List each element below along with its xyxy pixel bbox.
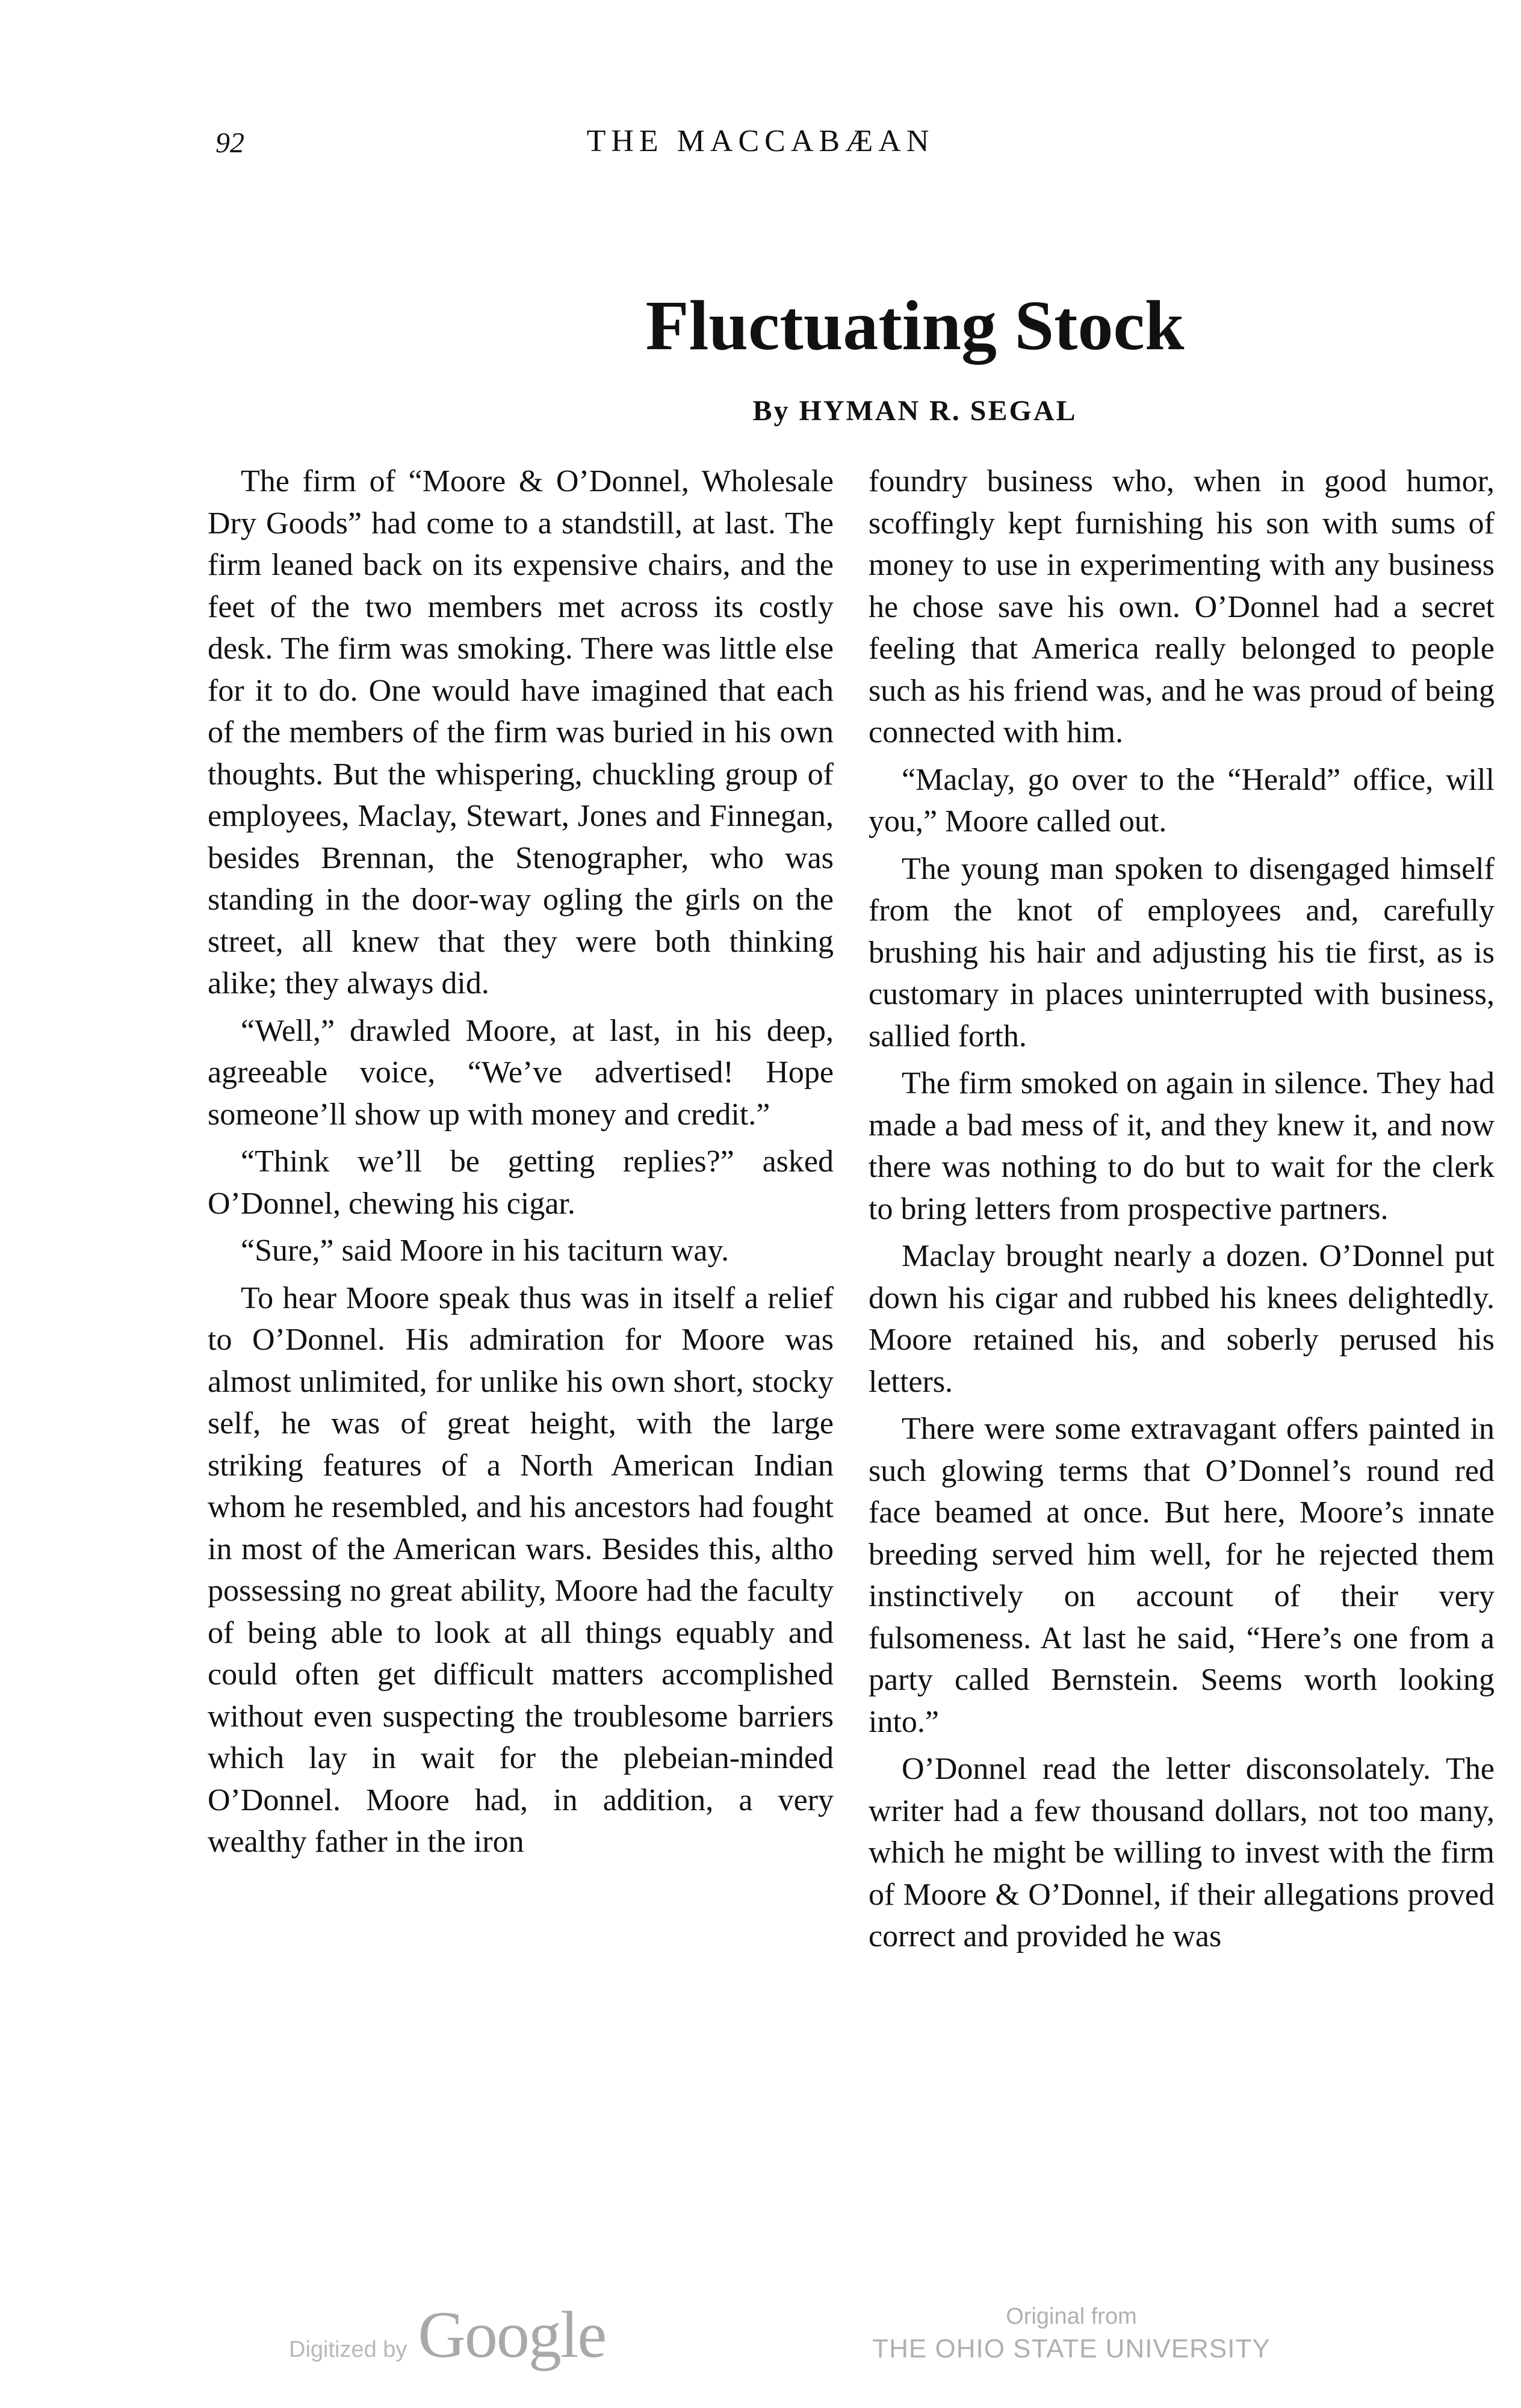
- google-logo: Google: [418, 2298, 606, 2371]
- paragraph: To hear Moore speak thus was in itself a relief to O’Donnel. His admiration for Moore was almost unlimited, for unlike his own short, stocky self, he was of great height, with the large striking features of a North American Indian whom he resembled, and his ancestors had fought in most of the American wars. Besides this, altho possessing no great ability, Moore had the faculty of being able to look at all things equably and could often get difficult matters accomplished without even suspecting the troublesome barriers which lay in wait for the plebeian-minded O’Donnel. Moore had, in addition, a very wealthy father in the iron: [208, 1280, 834, 1859]
- article-title: Fluctuating Stock: [645, 286, 1185, 365]
- paragraph: “Maclay, go over to the “Herald” office, will you,” Moore called out.: [869, 762, 1495, 839]
- paragraph: “Think we’ll be getting replies?” asked O’Donnel, chewing his cigar.: [208, 1144, 834, 1221]
- institution-name: THE OHIO STATE UNIVERSITY: [872, 2334, 1271, 2363]
- paragraph: The firm of “Moore & O’Donnel, Wholesale Dry Goods” had come to a standstill, at last. The firm leaned back on its expensive chairs, and the feet of the two members met across its costly desk. The firm was smoking. There was little else for it to do. One would have imagined that each of the members of the firm was buried in his own thoughts. But the whispering, chuckling group of employees, Maclay, Stewart, Jones and Finnegan, besides Brennan, the Stenographer, who was standing in the door-way ogling the girls on the street, all knew that they were both thinking alike; they always did.: [208, 464, 834, 1001]
- paragraph: “Well,” drawled Moore, at last, in his deep, agreeable voice, “We’ve advertised! Hope someone’ll show up with money and credit.”: [208, 1013, 834, 1132]
- paragraph: There were some extravagant offers painted in such glowing terms that O’Donnel’s round red face beamed at once. But here, Moore’s innate breeding served him well, for he rejected them instinctively on account of their very fulsomeness. At last he said, “Here’s one from a party called Bernstein. Seems worth looking into.”: [869, 1412, 1495, 1739]
- article-byline: By HYMAN R. SEGAL: [752, 395, 1077, 427]
- paragraph: Maclay brought nearly a dozen. O’Donnel put down his cigar and rubbed his knees delightedly. Moore retained his, and soberly perused his letters.: [869, 1239, 1495, 1399]
- original-source-watermark: [867, 2301, 1276, 2366]
- left-column: [208, 461, 834, 1869]
- digitized-by-watermark: [289, 2297, 606, 2373]
- paragraph: O’Donnel read the letter disconsolately. The writer had a few thousand dollars, not too many, which he might be willing to invest with the firm of Moore & O’Donnel, if their allegations proved correct and provided he was: [869, 1752, 1495, 1953]
- paragraph: “Sure,” said Moore in his taciturn way.: [241, 1233, 730, 1268]
- digitized-by-label: Digitized by: [289, 2337, 407, 2362]
- page-number: 92: [215, 127, 244, 159]
- paragraph-continuation: foundry business who, when in good humor, scoffingly kept furnishing his son with sums of money to use in experimenting with any business he chose save his own. O’Donnel had a secret feeling that America really belonged to people such as his friend was, and he was proud of being connected with him.: [869, 464, 1495, 749]
- original-from-label: Original from: [1006, 2304, 1137, 2329]
- paragraph: The firm smoked on again in silence. They had made a bad mess of it, and they knew it, and now there was nothing to do but to wait for the clerk to bring letters from prospective partners.: [869, 1066, 1495, 1226]
- paragraph: The young man spoken to disengaged himself from the knot of employees and, carefully brushing his hair and adjusting his tie first, as is customary in places uninterrupted with business, sallied forth.: [869, 851, 1495, 1054]
- running-title: THE MACCABÆAN: [586, 124, 935, 158]
- right-column: [869, 461, 1495, 1963]
